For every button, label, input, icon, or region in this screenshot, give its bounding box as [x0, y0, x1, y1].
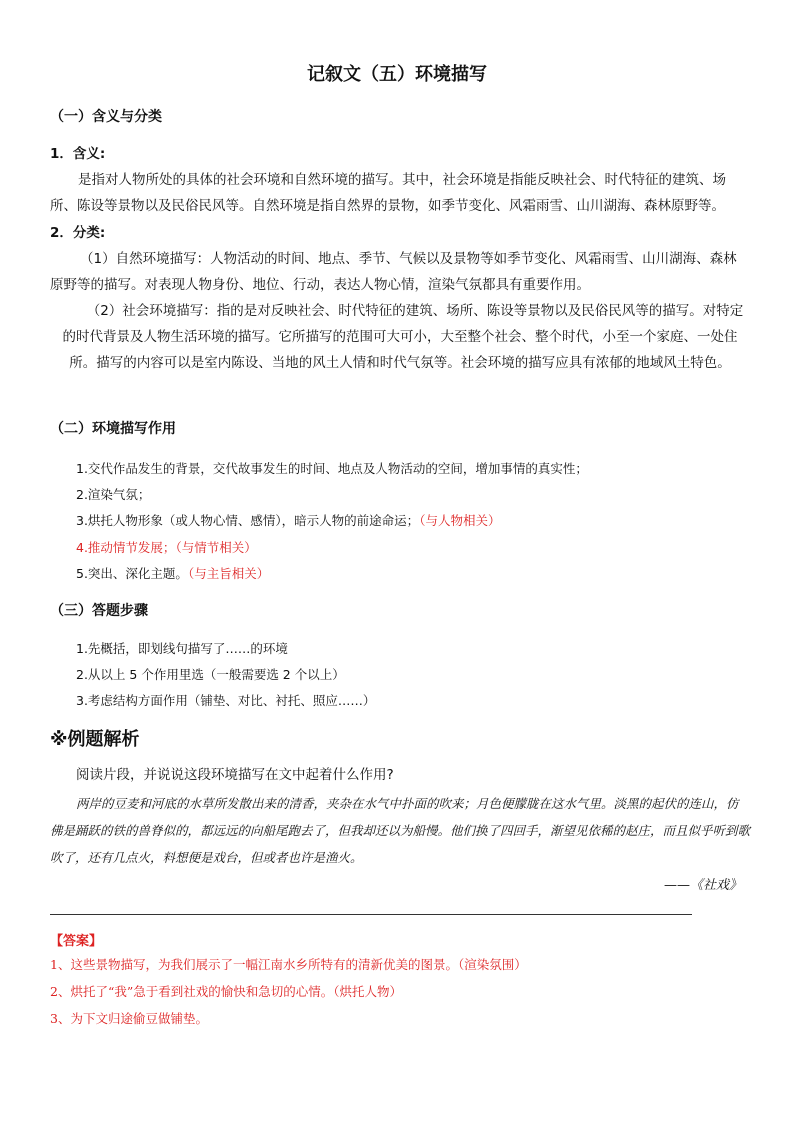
function-item-text: 3.烘托人物形象（或人物心情、感情），暗示人物的前途命运；: [76, 513, 420, 528]
page-title: 记叙文（五）环境描写: [307, 64, 487, 85]
section2-heading: （二）环境描写作用: [50, 421, 176, 437]
function-item-text: 4.推动情节发展；: [76, 540, 176, 555]
function-item-2: [76, 482, 150, 508]
natural-environment-text: （1）自然环境描写：人物活动的时间、地点、季节、气候以及景物等如季节变化、风霜雨雪、山川湖海、森林原野等的描写。对表现人物身份、地位、行动，表达人物心情，渲染气氛都具有重要作用。: [50, 251, 737, 293]
meaning-label: 1．含义:: [50, 146, 106, 162]
function-note: （与主旨相关）: [187, 566, 270, 581]
step-item-2: 2.从以上 5 个作用里选（一般需要选 2 个以上）: [76, 667, 345, 682]
function-item-4: [76, 535, 257, 561]
answer-line-2: 2、烘托了“我”急于看到社戏的愉快和急切的心情。（烘托人物）: [50, 984, 402, 999]
answer-line-1: 1、这些景物描写，为我们展示了一幅江南水乡所特有的清新优美的图景。（渲染氛围）: [50, 957, 527, 972]
function-item-1: [76, 456, 588, 482]
example-question: 阅读片段，并说说这段环境描写在文中起着什么作用?: [76, 767, 394, 783]
function-item-text: 5.突出、深化主题。: [76, 566, 188, 581]
social-environment-text: （2）社会环境描写：指的是对反映社会、时代特征的建筑、场所、陈设等景物以及民俗民风等的描写。对特定的时代背景及人物生活环境的描写。它所描写的范围可大可小，大至整个社会、整个时代，小至一个家庭、一处住所。描写的内容可以是室内陈设、当地的风土人情和时代气氛等。社会环境的描写应具有浓郁的地域风土特色。: [62, 303, 744, 371]
passage-source: ——《社戏》: [663, 878, 742, 893]
function-item-text: 1.交代作品发生的背景，交代故事发生的时间、地点及人物活动的空间，增加事情的真实性；: [76, 461, 588, 476]
step-item-3: 3.考虑结构方面作用（铺垫、对比、衬托、照应……）: [76, 693, 376, 708]
function-note: （与情节相关）: [175, 540, 257, 555]
section3-heading: （三）答题步骤: [50, 603, 148, 619]
function-item-3: [76, 508, 500, 534]
section1-heading: （一）含义与分类: [50, 109, 162, 125]
example-passage: 两岸的豆麦和河底的水草所发散出来的清香，夹杂在水气中扑面的吹来；月色便朦胧在这水气里。淡黑的起伏的连山，仿佛是踊跃的铁的兽脊似的，都远远的向船尾跑去了，但我却还以为船慢。他们换了四回手，渐望见依稀的赵庄，而且似乎听到歌吹了，还有几点火，料想便是戏台，但或者也许是渔火。: [50, 796, 751, 865]
function-item-5: [76, 561, 269, 587]
step-item-1: 1.先概括，即划线句描写了……的环境: [76, 641, 288, 656]
answer-divider: [50, 914, 692, 915]
function-item-text: 2.渲染气氛；: [76, 487, 151, 502]
meaning-text: 是指对人物所处的具体的社会环境和自然环境的描写。其中，社会环境是指能反映社会、时代特征的建筑、场所、陈设等景物以及民俗民风等。自然环境是指自然界的景物，如季节变化、风霜雨雪、山川湖海、森林原野等。: [50, 172, 726, 214]
answer-label: 【答案】: [50, 934, 103, 949]
example-heading: ※例题解析: [50, 729, 140, 750]
answer-line-3: 3、为下文归途偷豆做铺垫。: [50, 1011, 208, 1026]
classification-label: 2．分类:: [50, 225, 106, 241]
function-note: （与人物相关）: [419, 513, 501, 528]
